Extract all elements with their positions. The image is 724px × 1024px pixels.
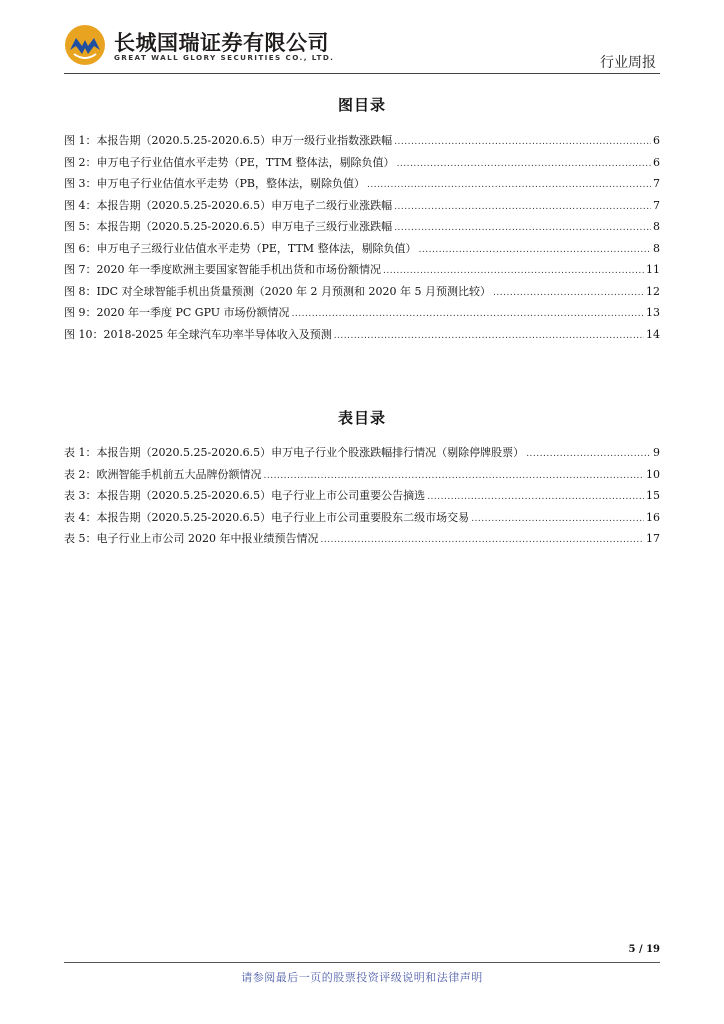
toc-leader-dots [292,309,644,319]
toc-leader-dots [394,137,651,147]
toc-leader-dots [419,245,651,255]
toc-entry-label: 图 8：IDC 对全球智能手机出货量预测（2020 年 2 月预测和 2020 年 5 月预测比较） [64,284,492,298]
toc-entry[interactable] [64,509,660,531]
toc-leader-dots [320,535,644,545]
toc-entry-label: 表 4：本报告期（2020.5.25-2020.6.5）电子行业上市公司重要股东二级市场交易 [64,510,470,524]
toc-entry-page: 13 [646,306,660,319]
toc-entry-page: 7 [653,198,660,212]
toc-entry-label: 图 10：2018-2025 年全球汽车功率半导体收入及预测 [64,327,332,341]
toc-entry[interactable] [64,261,660,283]
toc-entry-label: 图 5：本报告期（2020.5.25-2020.6.5）申万电子三级行业涨跌幅 [64,220,393,233]
brand-name-en: GREAT WALL GLORY SECURITIES CO., LTD. [114,53,335,62]
toc-entry-page: 9 [653,446,660,459]
footer-divider [64,962,660,963]
tables-section-title: 表目录 [337,409,386,427]
toc-leader-dots [367,180,651,190]
toc-entry[interactable] [64,283,660,305]
toc-entry-label: 表 2：欧洲智能手机前五大品牌份额情况 [64,467,262,481]
toc-entry-label: 图 2：申万电子行业估值水平走势（PE，TTM 整体法，剔除负值） [64,155,395,169]
figures-section-title: 图目录 [337,96,386,114]
toc-entry[interactable] [64,240,660,262]
toc-leader-dots [383,266,644,276]
page-header [0,0,724,80]
report-type-label: 行业周报 [600,55,656,71]
toc-entry-label: 表 3：本报告期（2020.5.25-2020.6.5）电子行业上市公司重要公告摘选 [64,489,426,502]
toc-entry-page: 11 [646,263,660,276]
toc-entry[interactable] [64,466,660,488]
toc-entry-label: 图 9：2020 年一季度 PC GPU 市场份额情况 [64,306,290,319]
page-number: 5 / 19 [628,944,660,955]
toc-entry-label: 图 3：申万电子行业估值水平走势（PB，整体法，剔除负值） [64,177,365,190]
toc-entry-page: 10 [646,467,660,481]
toc-entry-page: 12 [646,284,660,298]
toc-entry-page: 8 [653,220,660,233]
toc-leader-dots [471,514,644,524]
toc-entry-page: 17 [646,532,660,545]
toc-entry-page: 8 [653,241,660,255]
brand-name-cn: 长城国瑞证券有限公司 [114,31,329,55]
toc-entry[interactable] [64,326,660,348]
toc-entry-label: 图 4：本报告期（2020.5.25-2020.6.5）申万电子二级行业涨跌幅 [64,198,393,212]
tables-toc-list [64,444,660,552]
toc-leader-dots [264,471,645,481]
figures-toc-list [64,132,660,347]
toc-entry-page: 6 [653,155,660,169]
toc-leader-dots [397,159,651,169]
toc-entry-page: 7 [653,177,660,190]
toc-entry-page: 15 [646,489,660,502]
toc-entry[interactable] [64,444,660,466]
toc-entry[interactable] [64,132,660,154]
toc-entry[interactable] [64,487,660,509]
toc-entry-label: 图 7：2020 年一季度欧洲主要国家智能手机出货和市场份额情况 [64,263,381,276]
toc-entry[interactable] [64,530,660,552]
toc-leader-dots [493,288,644,298]
toc-leader-dots [526,449,651,459]
toc-entry-label: 图 1：本报告期（2020.5.25-2020.6.5）申万一级行业指数涨跌幅 [64,134,393,147]
toc-leader-dots [394,202,651,212]
toc-entry-label: 表 5：电子行业上市公司 2020 年中报业绩预告情况 [64,532,319,545]
toc-leader-dots [334,331,644,341]
toc-entry-page: 16 [646,510,660,524]
toc-entry-label: 图 6：申万电子三级行业估值水平走势（PE，TTM 整体法，剔除负值） [64,241,417,255]
toc-entry[interactable] [64,197,660,219]
toc-entry[interactable] [64,304,660,326]
company-logo-icon [64,24,106,66]
toc-entry-label: 表 1：本报告期（2020.5.25-2020.6.5）申万电子行业个股涨跌幅排行情况（剔除停牌股票） [64,446,525,459]
toc-leader-dots [427,492,644,502]
toc-entry[interactable] [64,154,660,176]
disclaimer-note: 请参阅最后一页的股票投资评级说明和法律声明 [241,971,483,984]
toc-leader-dots [394,223,651,233]
toc-entry[interactable] [64,218,660,240]
toc-entry-page: 6 [653,134,660,147]
header-divider [64,73,660,74]
toc-entry[interactable] [64,175,660,197]
toc-entry-page: 14 [646,327,660,341]
